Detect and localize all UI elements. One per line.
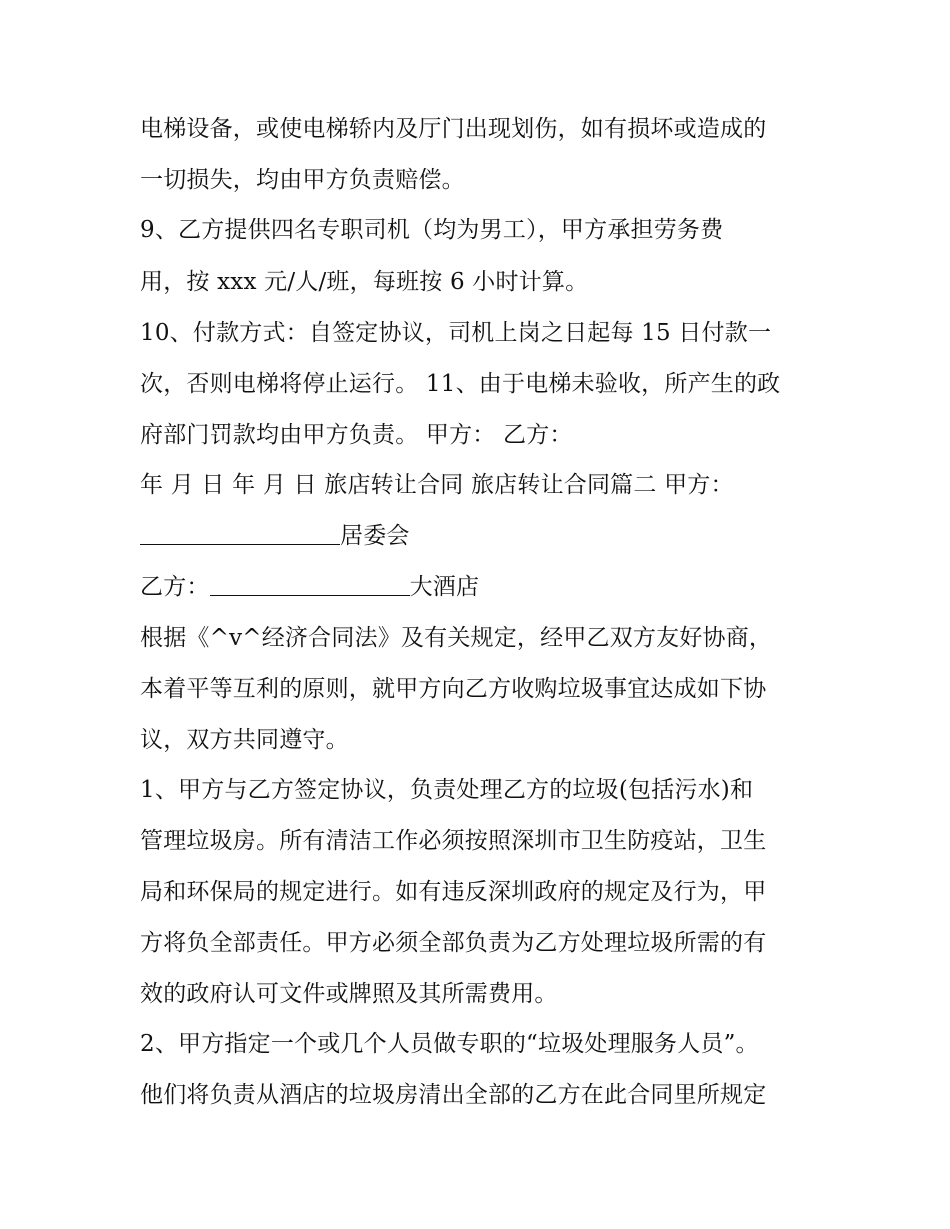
- party-a-suffix: 居委会: [340, 523, 410, 549]
- text-line: 局和环保局的规定进行。如有违反深圳政府的规定及行为，甲: [140, 879, 767, 905]
- party-b-suffix: 大酒店: [409, 574, 480, 600]
- party-b-blank: [210, 573, 410, 596]
- party-b-line: [140, 572, 479, 602]
- text-line: 管理垃圾房。所有清洁工作必须按照深圳市卫生防疫站，卫生: [140, 828, 767, 854]
- text-line: 电梯设备，或使电梯轿内及厅门出现划伤，如有损坏或造成的: [140, 116, 767, 142]
- party-b-label: 乙方：: [140, 574, 210, 600]
- text-line: 用，按 xxx 元/人/班，每班按 6 小时计算。: [140, 269, 589, 295]
- text-line: 次，否则电梯将停止运行。 11、由于电梯未验收，所产生的政: [140, 371, 781, 397]
- text-line: 方将负全部责任。甲方必须全部负责为乙方处理垃圾所需的有: [140, 930, 767, 956]
- text-line: 一切损失，均由甲方负责赔偿。: [140, 167, 465, 193]
- text-line: 10、付款方式：自签定协议，司机上岗之日起每 15 日付款一: [140, 320, 772, 346]
- party-a-line: [140, 521, 410, 551]
- text-line: 本着平等互利的原则，就甲方向乙方收购垃圾事宜达成如下协: [140, 676, 767, 702]
- text-line: 府部门罚款均由甲方负责。 甲方： 乙方：: [140, 422, 573, 448]
- text-line: 年 月 日 年 月 日 旅店转让合同 旅店转让合同篇二 甲方：: [140, 472, 734, 498]
- text-line: 他们将负责从酒店的垃圾房清出全部的乙方在此合同里所规定: [140, 1082, 767, 1108]
- text-line: 2、甲方指定一个或几个人员做专职的“垃圾处理服务人员”。: [140, 1031, 759, 1057]
- text-line: 根据《^v^经济合同法》及有关规定，经甲乙双方友好协商，: [140, 625, 773, 651]
- party-a-blank: [140, 522, 340, 545]
- text-line: 议，双方共同遵守。: [140, 727, 349, 753]
- text-line: 1、甲方与乙方签定协议，负责处理乙方的垃圾(包括污水)和: [140, 777, 754, 803]
- text-line: 效的政府认可文件或牌照及其所需费用。: [140, 981, 558, 1007]
- text-line: 9、乙方提供四名专职司机（均为男工），甲方承担劳务费: [140, 217, 724, 243]
